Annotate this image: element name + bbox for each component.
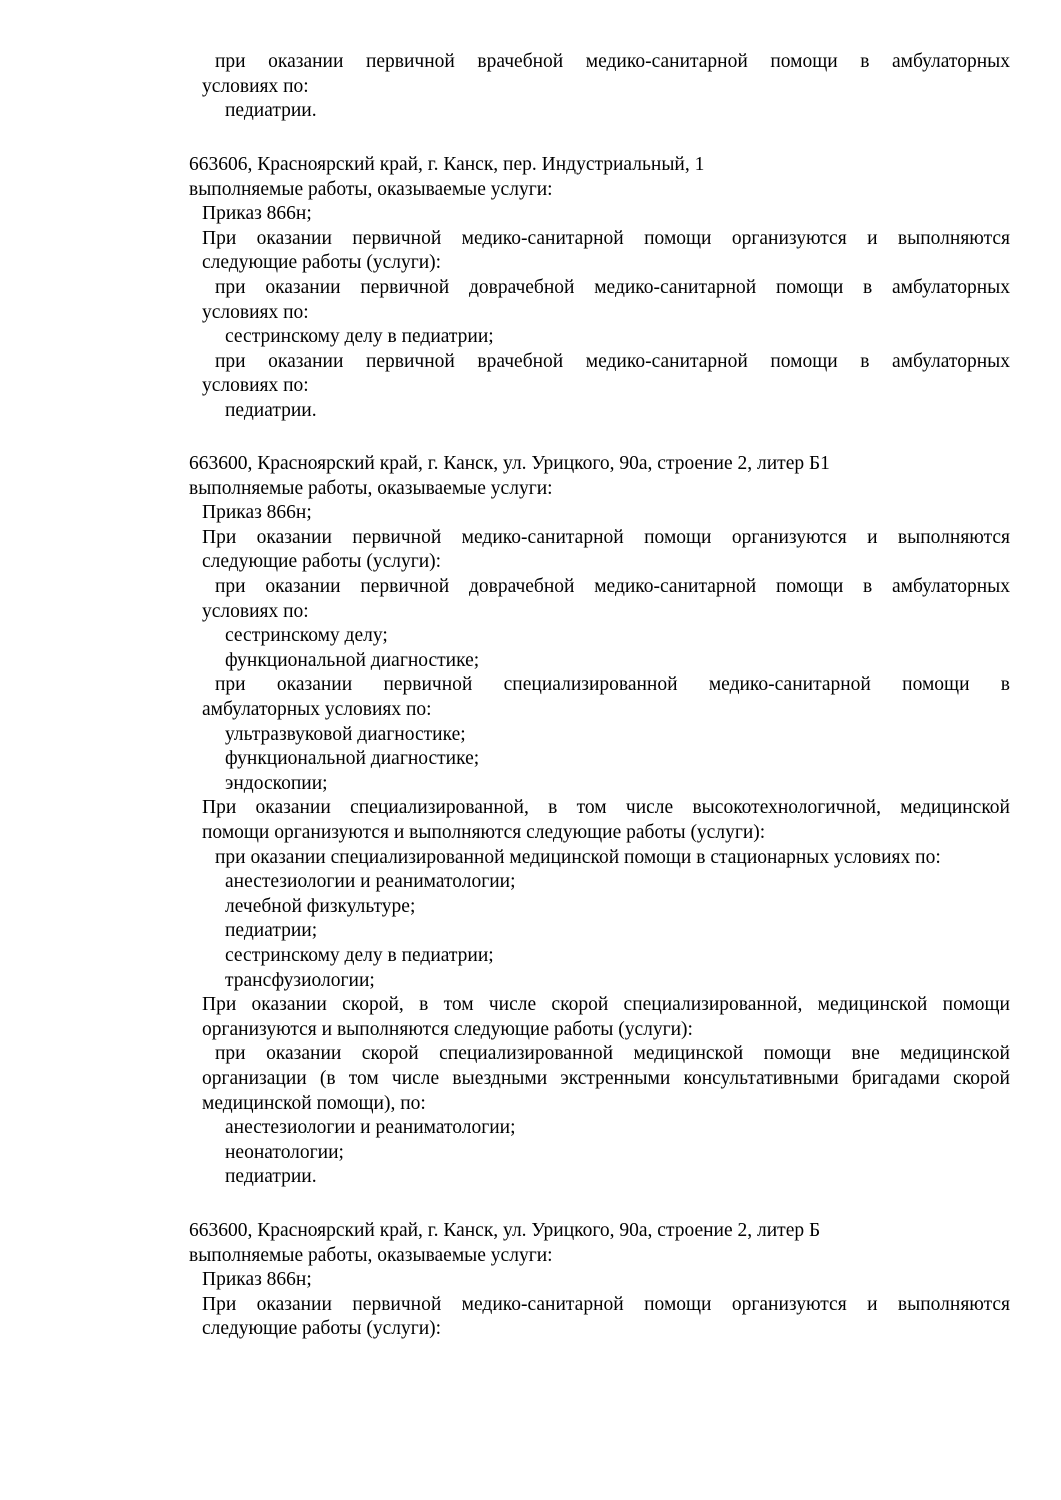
service-line: функциональной диагностике;	[225, 748, 480, 770]
service-line: педиатрии.	[225, 400, 317, 421]
service-line: ультразвуковой диагностике;	[225, 723, 466, 745]
care-type-line: При оказании первичной медико-санитарной помощи организуются и выполняются	[202, 227, 1010, 249]
service-line: при оказании первичной специализированной медико-санитарной помощи в	[215, 674, 1010, 696]
service-line: условиях по:	[202, 75, 309, 97]
care-type-line: При оказании специализированной, в том числе высокотехнологичной, медицинской	[202, 797, 1010, 819]
order-reference: Приказ 866н;	[202, 502, 312, 524]
service-line: педиатрии.	[225, 1166, 317, 1188]
works-label: выполняемые работы, оказываемые услуги:	[189, 1244, 553, 1266]
service-line: организации (в том числе выездными экстренными консультативными бригадами скорой	[202, 1068, 1010, 1089]
care-type-line: следующие работы (услуги):	[202, 1318, 442, 1340]
address-heading: 663600, Красноярский край, г. Канск, ул. Урицкого, 90а, строение 2, литер Б	[189, 1220, 821, 1241]
service-line: неонатологии;	[225, 1141, 344, 1163]
care-type-line: организуются и выполняются следующие работы (услуги):	[202, 1018, 693, 1040]
service-line: сестринскому делу;	[225, 625, 388, 647]
address-heading: 663600, Красноярский край, г. Канск, ул. Урицкого, 90а, строение 2, литер Б1	[189, 453, 830, 474]
service-line: анестезиологии и реаниматологии;	[225, 1117, 516, 1139]
service-line: при оказании первичной доврачебной медико-санитарной помощи в амбулаторных	[215, 277, 1010, 298]
care-type-line: При оказании скорой, в том числе скорой специализированной, медицинской помощи	[202, 994, 1010, 1016]
service-line: лечебной физкультуре;	[225, 895, 416, 917]
service-line: амбулаторных условиях по:	[202, 699, 432, 720]
works-label: выполняемые работы, оказываемые услуги:	[189, 477, 553, 499]
care-type-line: следующие работы (услуги):	[202, 551, 442, 573]
care-type-line: помощи организуются и выполняются следующие работы (услуги):	[202, 822, 766, 843]
service-line: сестринскому делу в педиатрии;	[225, 945, 494, 966]
address-heading: 663606, Красноярский край, г. Канск, пер. Индустриальный, 1	[189, 154, 705, 175]
service-line: при оказании специализированной медицинской помощи в стационарных условиях по:	[215, 846, 941, 868]
service-line: трансфузиологии;	[225, 969, 375, 991]
service-line: эндоскопии;	[225, 772, 328, 794]
service-line: при оказании скорой специализированной медицинской помощи вне медицинской	[215, 1043, 1010, 1065]
care-type-line: При оказании первичной медико-санитарной помощи организуются и выполняются	[202, 1293, 1010, 1315]
works-label: выполняемые работы, оказываемые услуги:	[189, 178, 553, 200]
service-line: при оказании первичной врачебной медико-санитарной помощи в амбулаторных	[215, 51, 1010, 72]
service-line: педиатрии;	[225, 920, 318, 942]
service-line: сестринскому делу в педиатрии;	[225, 326, 494, 348]
order-reference: Приказ 866н;	[202, 1269, 312, 1291]
order-reference: Приказ 866н;	[202, 203, 312, 225]
care-type-line: При оказании первичной медико-санитарной помощи организуются и выполняются	[202, 526, 1010, 548]
service-line: условиях по:	[202, 600, 309, 622]
service-line: условиях по:	[202, 301, 309, 323]
care-type-line: следующие работы (услуги):	[202, 252, 442, 274]
service-line: условиях по:	[202, 375, 309, 397]
service-line: педиатрии.	[225, 100, 317, 122]
service-line: при оказании первичной врачебной медико-санитарной помощи в амбулаторных	[215, 350, 1010, 372]
service-line: анестезиологии и реаниматологии;	[225, 871, 516, 893]
service-line: при оказании первичной доврачебной медико-санитарной помощи в амбулаторных	[215, 576, 1010, 597]
service-line: функциональной диагностике;	[225, 649, 480, 671]
service-line: медицинской помощи), по:	[202, 1092, 426, 1114]
